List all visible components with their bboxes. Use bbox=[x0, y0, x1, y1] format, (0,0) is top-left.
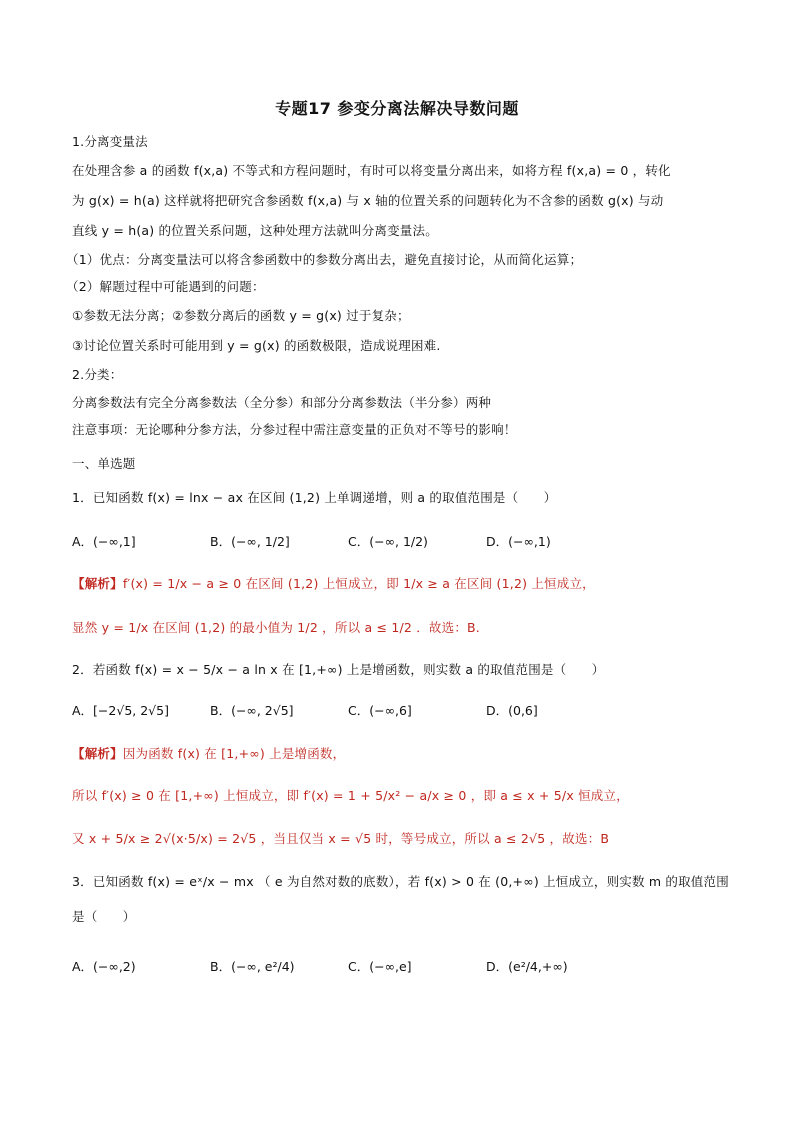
issue-line1: ①参数无法分离；②参数分离后的函数 y = g(x) 过于复杂； bbox=[72, 308, 410, 323]
question-3-stem-line1: 3．已知函数 f(x) = eˣ/x − mx （ e 为自然对数的底数），若 f(x) > 0 在 (0,+∞) 上恒成立，则实数 m 的取值范围 bbox=[72, 874, 729, 889]
q1-solution-label: 【解析】 bbox=[72, 576, 123, 591]
q1-option-c: C．(−∞, 1/2) bbox=[348, 534, 428, 549]
q3-option-a: A．(−∞,2) bbox=[72, 959, 136, 974]
q2-solution-line2: 所以 f′(x) ≥ 0 在 [1,+∞) 上恒成立，即 f′(x) = 1 + 5/x² − a/x ≥ 0 ，即 a ≤ x + 5/x 恒成立， bbox=[72, 788, 629, 803]
page-title: 专题17 参变分离法解决导数问题 bbox=[275, 99, 519, 118]
q2-solution-line3: 又 x + 5/x ≥ 2√(x·5/x) = 2√5 ，当且仅当 x = √5 时，等号成立，所以 a ≤ 2√5 ，故选：B bbox=[72, 831, 610, 846]
q2-solution-line1 bbox=[72, 744, 732, 764]
q1-option-d: D．(−∞,1) bbox=[486, 534, 551, 549]
question-3-options bbox=[72, 955, 732, 979]
q2-option-b: B．(−∞, 2√5] bbox=[210, 703, 294, 718]
question-2-options bbox=[72, 699, 732, 723]
question-2-stem: 2．若函数 f(x) = x − 5/x − a ln x 在 [1,+∞) 上是增函数，则实数 a 的取值范围是（ ） bbox=[72, 662, 605, 677]
q2-option-d: D．(0,6] bbox=[486, 703, 538, 718]
q1-solution-text1: f′(x) = 1/x − a ≥ 0 在区间 (1,2) 上恒成立，即 1/x ≥ a 在区间 (1,2) 上恒成立， bbox=[122, 576, 595, 591]
section-heading: 一、单选题 bbox=[72, 456, 136, 471]
q3-option-b: B．(−∞, e²/4) bbox=[210, 959, 295, 974]
advantage-text: （1）优点：分离变量法可以将含参函数中的参数分离出去，避免直接讨论，从而简化运算； bbox=[66, 252, 583, 267]
classification-text: 分离参数法有完全分离参数法（全分参）和部分分离参数法（半分参）两种 bbox=[72, 395, 492, 410]
note-text: 注意事项：无论哪种分参方法，分参过程中需注意变量的正负对不等号的影响！ bbox=[72, 422, 517, 437]
q1-option-b: B．(−∞, 1/2] bbox=[210, 534, 290, 549]
q3-option-c: C．(−∞,e] bbox=[348, 959, 412, 974]
q2-option-c: C．(−∞,6] bbox=[348, 703, 412, 718]
question-1-stem: 1．已知函数 f(x) = lnx − ax 在区间 (1,2) 上单调递增，则 a 的取值范围是（ ） bbox=[72, 490, 557, 505]
q1-solution-line1 bbox=[72, 574, 732, 594]
issue-line2: ③讨论位置关系时可能用到 y = g(x) 的函数极限，造成说理困难. bbox=[72, 338, 441, 353]
question-3-stem-line2: 是（ ） bbox=[72, 909, 136, 924]
q2-solution-label: 【解析】 bbox=[72, 746, 123, 761]
intro-paragraph-line3: 直线 y = h(a) 的位置关系问题，这种处理方法就叫分离变量法。 bbox=[72, 223, 438, 238]
issues-heading: （2）解题过程中可能遇到的问题： bbox=[66, 279, 265, 294]
q3-option-d: D．(e²/4,+∞) bbox=[486, 959, 568, 974]
intro-paragraph-line1: 在处理含参 a 的函数 f(x,a) 不等式和方程问题时，有时可以将变量分离出来，如将方程 f(x,a) = 0 ，转化 bbox=[72, 163, 671, 178]
q1-option-a: A．(−∞,1] bbox=[72, 534, 136, 549]
heading-separation-method: 1.分离变量法 bbox=[72, 134, 148, 149]
q1-solution-line2: 显然 y = 1/x 在区间 (1,2) 的最小值为 1/2 ，所以 a ≤ 1/2 ．故选：B. bbox=[72, 620, 480, 635]
intro-paragraph-line2: 为 g(x) = h(a) 这样就将把研究含参函数 f(x,a) 与 x 轴的位置关系的问题转化为不含参的函数 g(x) 与动 bbox=[72, 193, 664, 208]
question-1-options bbox=[72, 530, 732, 554]
q2-option-a: A．[−2√5, 2√5] bbox=[72, 703, 169, 718]
q2-solution-text1: 因为函数 f(x) 在 [1,+∞) 上是增函数， bbox=[122, 746, 346, 761]
heading-classification: 2.分类： bbox=[72, 367, 123, 382]
